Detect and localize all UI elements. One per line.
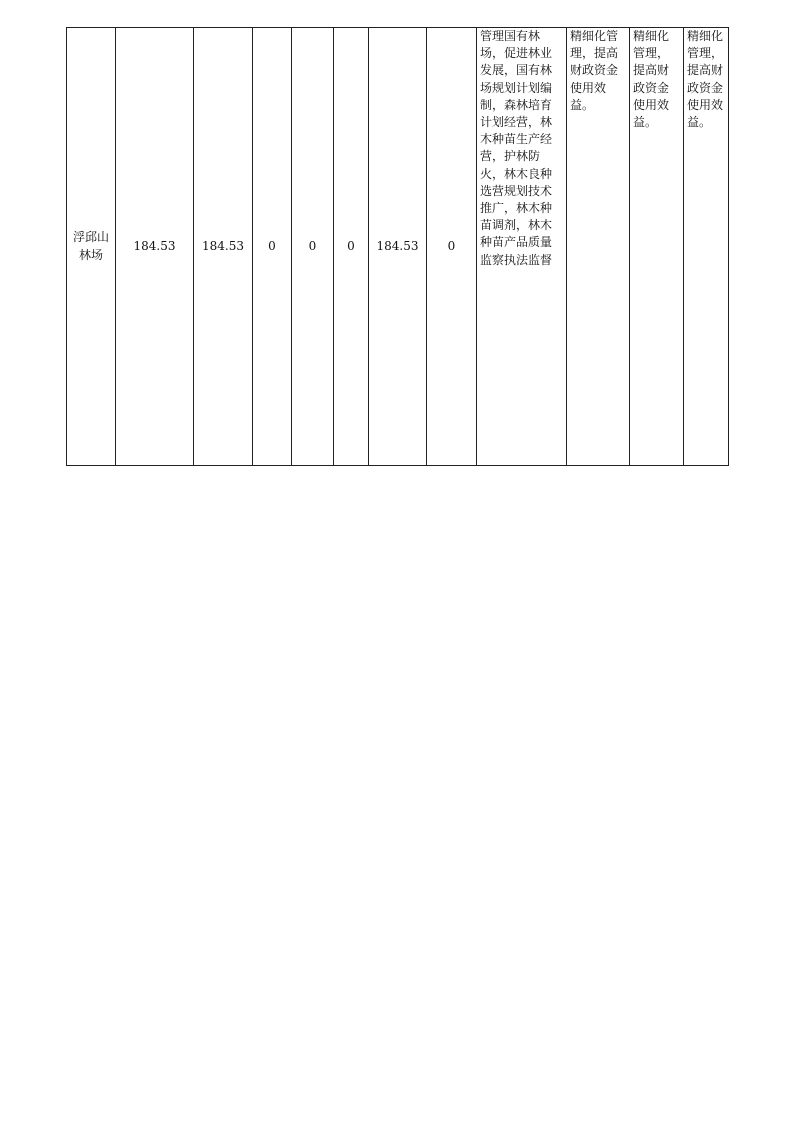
total-amount-cell: 184.53	[116, 28, 194, 466]
amount-cell-6: 184.53	[369, 28, 427, 466]
amount-cell-5: 0	[334, 28, 369, 466]
subtotal-amount-cell: 184.53	[194, 28, 253, 466]
unit-name-cell: 浮邱山林场	[67, 28, 116, 466]
budget-table	[66, 27, 729, 466]
table-row	[67, 28, 729, 466]
amount-cell-3: 0	[253, 28, 292, 466]
performance-goal-cell: 精细化管理，提高财政资金使用效益。	[567, 28, 630, 466]
amount-cell-7: 0	[427, 28, 477, 466]
amount-cell-4: 0	[292, 28, 334, 466]
duties-description-cell: 管理国有林场，促进林业发展，国有林场规划计划编制，森林培育计划经营，林木种苗生产经营，护林防火，林木良种选营规划技术推广，林木种苗调剂，林木种苗产品质量监察执法监督	[477, 28, 567, 466]
performance-goal-cell: 精细化管理，提高财政资金使用效益。	[630, 28, 684, 466]
performance-goal-cell: 精细化管理，提高财政资金使用效益。	[684, 28, 729, 466]
